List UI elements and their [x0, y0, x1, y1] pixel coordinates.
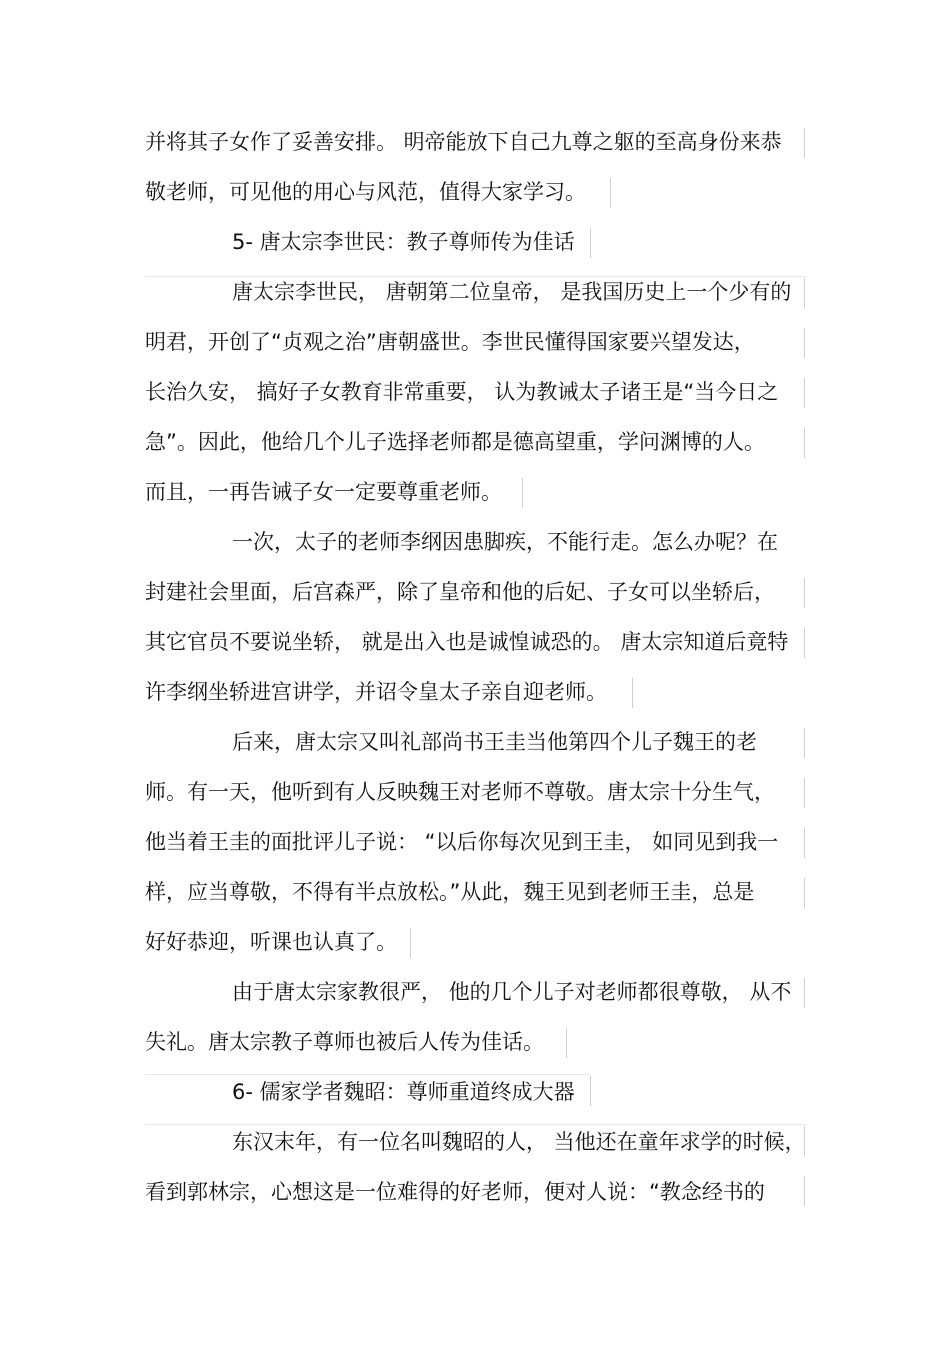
- scan-artifact: [804, 828, 805, 858]
- scan-artifact: [610, 178, 611, 208]
- text-line: 并将其子女作了妥善安排。 明帝能放下自己九尊之躯的至高身份来恭: [145, 130, 782, 154]
- scan-artifact: [804, 128, 805, 158]
- scan-artifact: [804, 328, 805, 358]
- text-line: 唐太宗李世民， 唐朝第二位皇帝， 是我国历史上一个少有的: [232, 280, 792, 304]
- text-line: 东汉末年，有一位名叫魏昭的人， 当他还在童年求学的时候，: [232, 1130, 806, 1154]
- scan-artifact: [804, 878, 805, 908]
- text-line: 而且，一再告诫子女一定要尊重老师。: [145, 480, 502, 504]
- text-line: 封建社会里面，后宫森严，除了皇帝和他的后妃、子女可以坐轿后，: [145, 580, 775, 604]
- text-line: 敬老师，可见他的用心与风范，值得大家学习。: [145, 180, 586, 204]
- text-line: 样，应当尊敬，不得有半点放松。”从此，魏王见到老师王圭，总是: [145, 880, 755, 904]
- scan-artifact: [804, 378, 805, 408]
- text-line: 后来，唐太宗又叫礼部尚书王圭当他第四个儿子魏王的老: [232, 730, 757, 754]
- scan-artifact: [804, 778, 805, 808]
- text-line: 许李纲坐轿进宫讲学，并诏令皇太子亲自迎老师。: [145, 680, 607, 704]
- text-line: 失礼。唐太宗教子尊师也被后人传为佳话。: [145, 1030, 544, 1054]
- section-heading: 6- 儒家学者魏昭：尊师重道终成大器: [232, 1080, 575, 1104]
- scan-artifact: [804, 728, 805, 758]
- scan-artifact: [566, 1028, 567, 1058]
- scan-artifact: [804, 628, 805, 658]
- text-line: 一次，太子的老师李纲因患脚疾，不能行走。怎么办呢？在: [232, 530, 778, 554]
- scan-artifact: [632, 678, 633, 708]
- scan-artifact: [410, 928, 411, 958]
- text-line: 明君，开创了“贞观之治”唐朝盛世。李世民懂得国家要兴望发达，: [145, 330, 755, 354]
- text-line: 急”。因此，他给几个儿子选择老师都是德高望重，学问渊博的人。: [145, 430, 765, 454]
- text-line: 其它官员不要说坐轿， 就是出入也是诚惶诚恐的。 唐太宗知道后竟特: [145, 630, 789, 654]
- text-line: 他当着王圭的面批评儿子说： “以后你每次见到王圭， 如同见到我一: [145, 830, 779, 854]
- text-line: 长治久安， 搞好子女教育非常重要， 认为教诫太子诸王是“当今日之: [145, 380, 779, 404]
- text-line: 由于唐太宗家教很严， 他的几个儿子对老师都很尊敬， 从不: [232, 980, 792, 1004]
- text-line: 好好恭迎，听课也认真了。: [145, 930, 397, 954]
- section-heading: 5- 唐太宗李世民：教子尊师传为佳话: [232, 230, 575, 254]
- scan-artifact: [804, 978, 805, 1008]
- text-line: 看到郭林宗，心想这是一位难得的好老师，便对人说：“教念经书的: [145, 1180, 765, 1204]
- scan-artifact: [804, 428, 805, 458]
- scan-artifact: [804, 278, 805, 308]
- scan-artifact: [522, 478, 523, 508]
- scan-artifact: [590, 1076, 591, 1106]
- scan-artifact: [804, 1176, 805, 1206]
- scan-artifact: [804, 578, 805, 608]
- scan-artifact: [590, 228, 591, 258]
- text-line: 师。有一天，他听到有人反映魏王对老师不尊敬。唐太宗十分生气，: [145, 780, 775, 804]
